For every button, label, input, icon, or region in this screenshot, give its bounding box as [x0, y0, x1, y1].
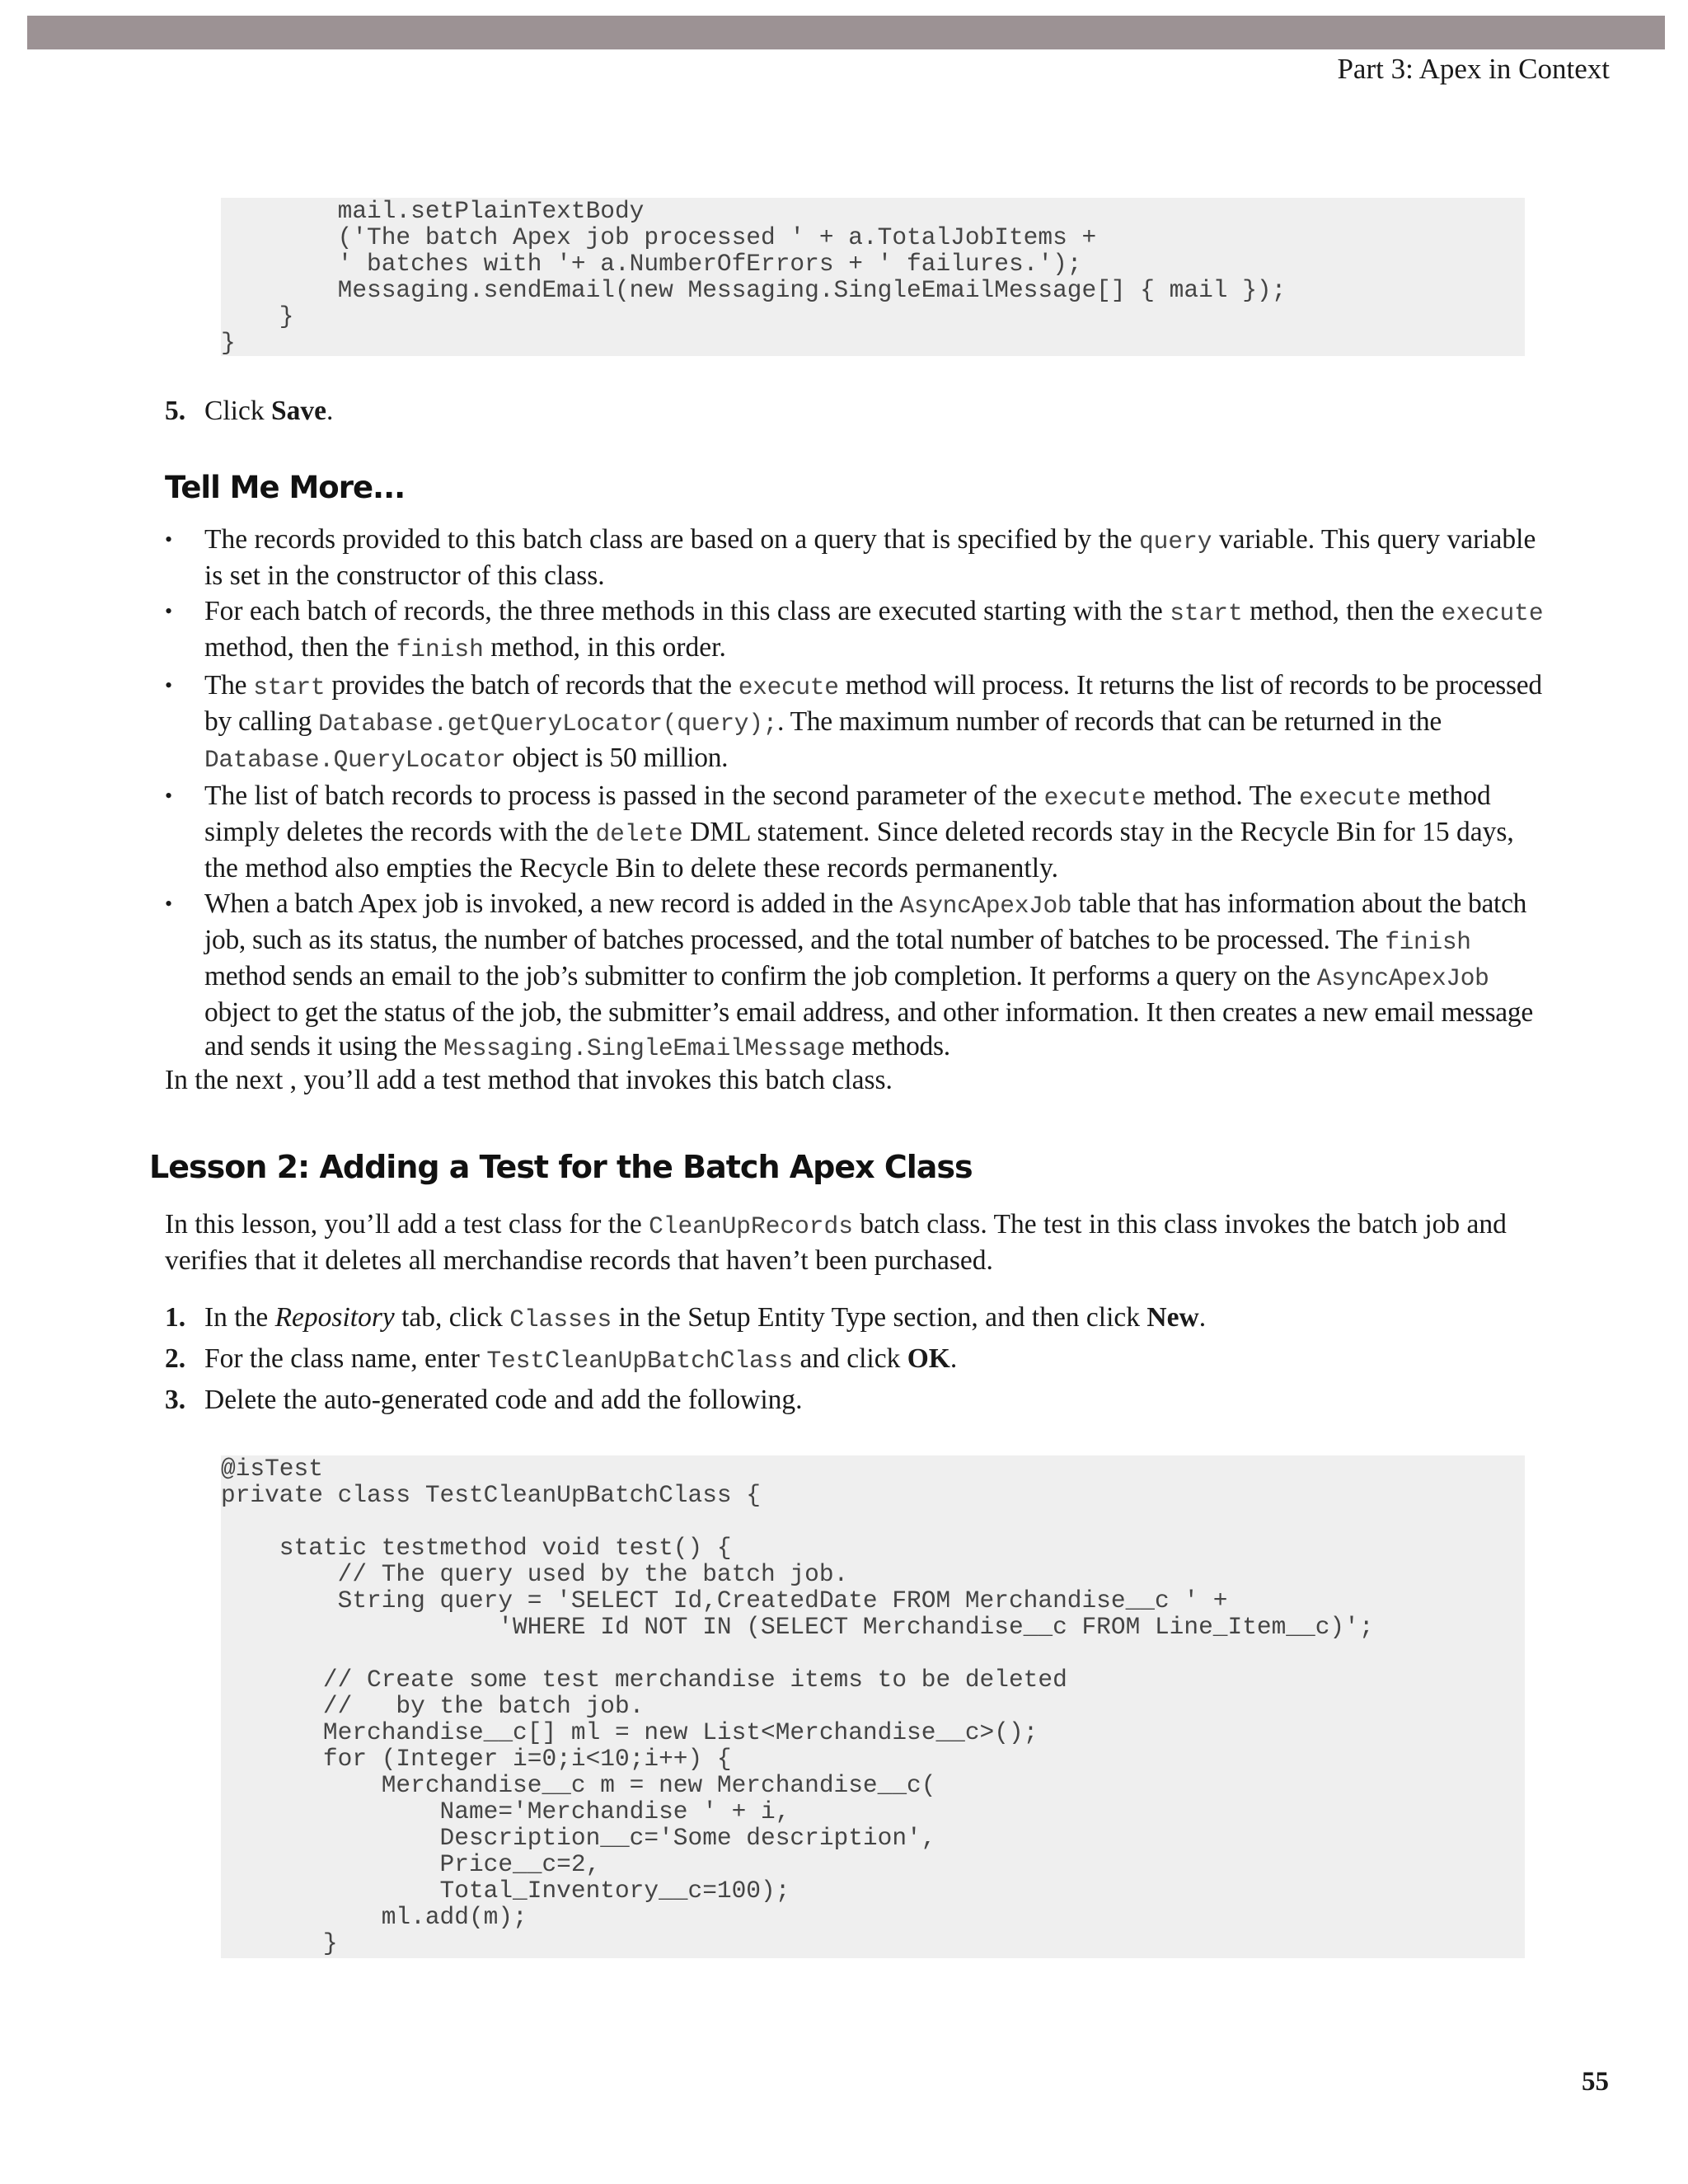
- code-line: mail.setPlainTextBody: [221, 197, 645, 225]
- code-line: @isTest: [221, 1455, 323, 1483]
- code-line: // Create some test merchandise items to be deleted: [221, 1666, 1067, 1694]
- step-item: 2. For the class name, enter TestCleanUpBatchClass and click OK.: [165, 1343, 958, 1375]
- code-line: 'WHERE Id NOT IN (SELECT Merchandise__c FROM Line_Item__c)';: [221, 1613, 1374, 1641]
- section-heading-tell-me-more: Tell Me More...: [165, 470, 406, 505]
- bullet-item: • For each batch of records, the three methods in this class are executed starting with the start method, then the execute method, then the finish method, in this order.: [165, 594, 1550, 667]
- code-line: Total_Inventory__c=100);: [221, 1877, 790, 1905]
- code-line: [221, 1508, 1525, 1535]
- bullet-item: • When a batch Apex job is invoked, a new record is added in the AsyncApexJob table that has information about the batch job, such as its status, the number of batches processed, and the total number of batches to be processed. The finish method sends an email to the job’s submitter to confirm the job completion. It performs a query on the AsyncApexJob object to get the status of the job, the submitter’s email address, and other information. It then creates a new email message and sends it using the Messaging.SingleEmailMessage methods.: [165, 887, 1550, 1066]
- code-line: }: [221, 302, 294, 330]
- bullet-item: • The start provides the batch of records that the execute method will process. It returns the list of records to be processed by calling Database.getQueryLocator(query);. The maximum number of records that can be returned in the Database.QueryLocator object is 50 million.: [165, 668, 1550, 777]
- bullet-item: • The records provided to this batch class are based on a query that is specified by the query variable. This query variable is set in the constructor of this class.: [165, 523, 1550, 593]
- code-line: ('The batch Apex job processed ' + a.TotalJobItems +: [221, 223, 1097, 251]
- next-paragraph: In the next , you’ll add a test method that invokes this batch class.: [165, 1065, 893, 1095]
- code-line: for (Integer i=0;i<10;i++) {: [221, 1745, 732, 1773]
- code-line: Merchandise__c[] ml = new List<Merchandise__c>();: [221, 1718, 1039, 1746]
- code-block-bottom: [221, 1455, 1525, 1958]
- step-item: 3. Delete the auto-generated code and add the following.: [165, 1385, 803, 1415]
- step-text: .: [326, 396, 334, 426]
- code-line: Description__c='Some description',: [221, 1824, 936, 1852]
- code-line: ml.add(m);: [221, 1903, 528, 1931]
- step-item: 1. In the Repository tab, click Classes in the Setup Entity Type section, and then click New.: [165, 1302, 1207, 1333]
- code-line: [221, 1640, 1525, 1666]
- step-text: Click: [204, 396, 271, 426]
- code-line: }: [221, 329, 236, 357]
- bullet-item: • The list of batch records to process is passed in the second parameter of the execute method. The execute method simply deletes the records with the delete DML statement. Since deleted records stay in the Recycle Bin for 15 days, the method also empties the Recycle Bin to delete these records permanently.: [165, 779, 1550, 885]
- code-line: private class TestCleanUpBatchClass {: [221, 1481, 762, 1509]
- code-line: // The query used by the batch job.: [221, 1560, 849, 1588]
- code-line: // by the batch job.: [221, 1692, 645, 1720]
- code-line: }: [221, 1929, 338, 1957]
- code-line: ' batches with '+ a.NumberOfErrors + ' failures.');: [221, 250, 1082, 278]
- running-head: Part 3: Apex in Context: [1337, 53, 1610, 85]
- code-line: static testmethod void test() {: [221, 1534, 732, 1562]
- code-line: Messaging.sendEmail(new Messaging.SingleEmailMessage[] { mail });: [221, 276, 1287, 304]
- code-block-top: [221, 198, 1525, 356]
- step-number: 5.: [165, 396, 186, 426]
- section-heading-lesson-2: Lesson 2: Adding a Test for the Batch Apex Class: [149, 1149, 973, 1185]
- code-line: Price__c=2,: [221, 1850, 601, 1878]
- tell-me-more-list: [165, 523, 1550, 1067]
- step-bold: Save: [270, 396, 326, 426]
- code-line: String query = 'SELECT Id,CreatedDate FROM Merchandise__c ' +: [221, 1586, 1228, 1615]
- header-bar: [27, 16, 1665, 49]
- lesson-intro: In this lesson, you’ll add a test class for the CleanUpRecords batch class. The test in this class invokes the batch job and verifies that it deletes all merchandise records that haven’t been purchased.: [165, 1209, 1507, 1276]
- code-line: Name='Merchandise ' + i,: [221, 1797, 790, 1825]
- step-5: [165, 394, 1566, 428]
- page-number: 55: [1582, 2067, 1609, 2097]
- lesson-steps: [165, 1298, 1566, 1420]
- code-line: Merchandise__c m = new Merchandise__c(: [221, 1771, 936, 1799]
